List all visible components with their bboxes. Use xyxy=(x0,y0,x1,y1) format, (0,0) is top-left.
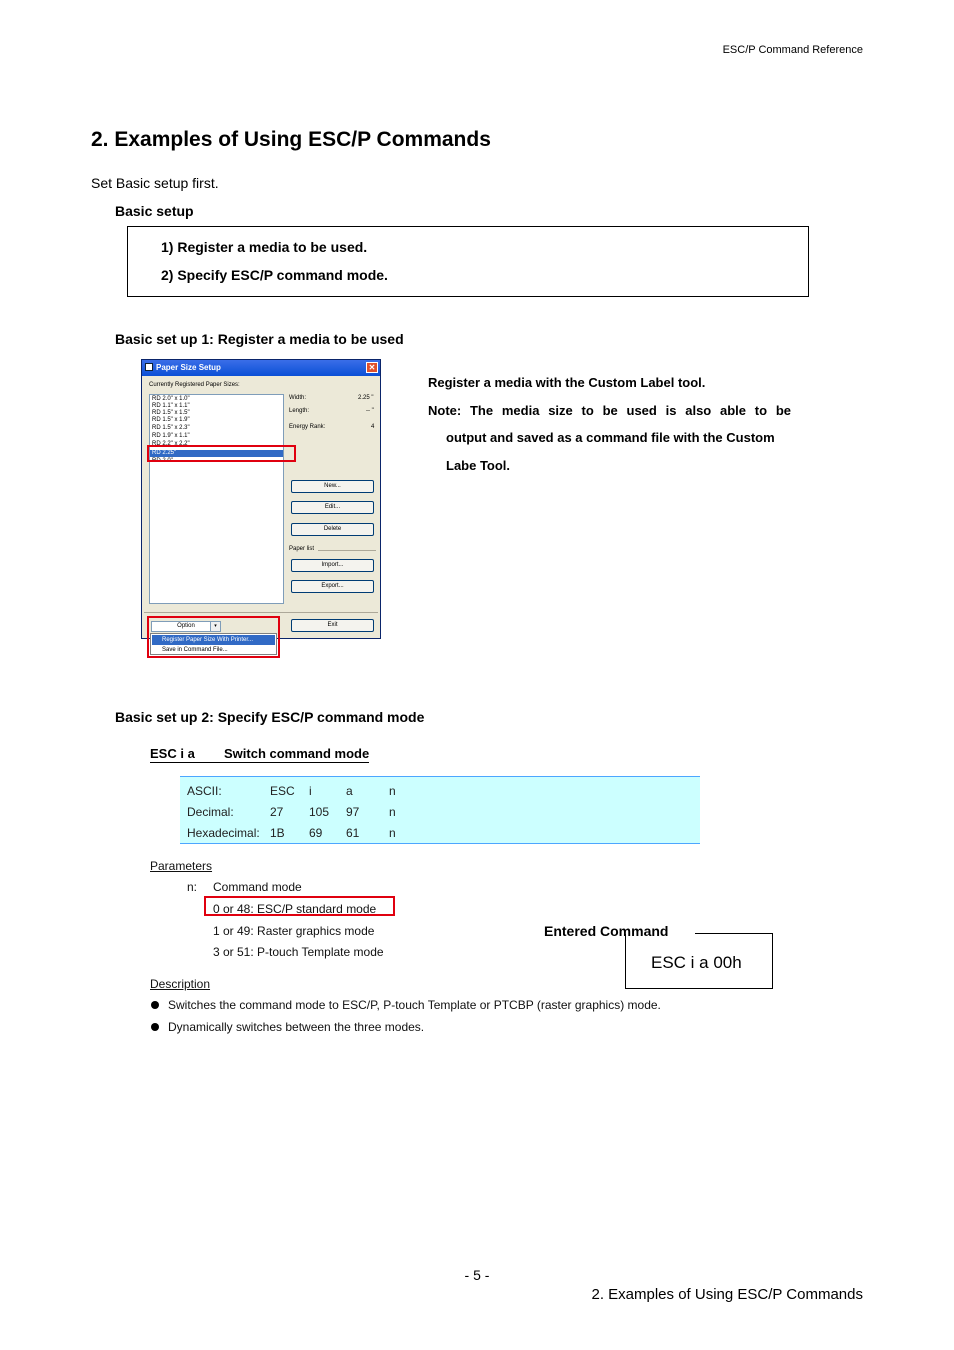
table-cell: 61 xyxy=(346,826,360,840)
page-number: - 5 - xyxy=(464,1267,490,1283)
dialog-title: Paper Size Setup xyxy=(156,363,221,372)
ascii-label: ASCII: xyxy=(187,784,222,798)
length-label: Length: xyxy=(289,408,310,414)
description-text: Switches the command mode to ESC/P, P-touch Template or PTCBP (raster graphics) mode. xyxy=(168,998,661,1012)
dialog-titlebar xyxy=(142,360,380,376)
step2-heading: Basic set up 2: Specify ESC/P command mode xyxy=(115,709,425,725)
delete-button[interactable]: Delete xyxy=(291,523,374,536)
header-reference: ESC/P Command Reference xyxy=(722,44,863,56)
list-item[interactable]: RD 1.5" x 1.5" xyxy=(152,410,190,416)
parameters-label: Parameters xyxy=(150,859,213,873)
entered-command-box xyxy=(625,934,773,989)
bullet-icon xyxy=(151,1001,159,1009)
description-text: Dynamically switches between the three modes. xyxy=(168,1020,425,1034)
setup-step-2: 2) Specify ESC/P command mode. xyxy=(161,267,388,283)
dialog-separator xyxy=(144,612,378,613)
highlight-escp-mode xyxy=(204,896,395,916)
close-icon[interactable]: ✕ xyxy=(366,362,378,373)
param-value-raster: 1 or 49: Raster graphics mode xyxy=(213,924,375,938)
list-item[interactable]: RD 2.0" xyxy=(152,458,173,464)
table-cell: a xyxy=(346,784,353,798)
table-cell: ESC xyxy=(270,784,295,798)
option-dropdown-label: Option xyxy=(177,623,195,629)
param-value-escp: 0 or 48: ESC/P standard mode xyxy=(213,902,377,916)
menu-item-save-command-file[interactable]: Save in Command File... xyxy=(162,647,228,653)
table-cell: 97 xyxy=(346,805,360,819)
paper-size-setup-dialog xyxy=(141,359,381,639)
setup-step-1: 1) Register a media to be used. xyxy=(161,239,368,255)
exit-button[interactable]: Exit xyxy=(291,619,374,632)
list-item[interactable]: RD 2.0" x 1.0" xyxy=(152,396,190,402)
step1-note-4: Labe Tool. xyxy=(446,458,511,473)
hexadecimal-label: Hexadecimal: xyxy=(187,826,260,840)
width-label: Width: xyxy=(289,395,307,401)
list-item[interactable]: RD 1.1" x 1.1" xyxy=(152,403,190,409)
param-n-description: Command mode xyxy=(213,880,302,894)
param-value-template: 3 or 51: P-touch Template mode xyxy=(213,945,384,959)
step1-note-3: output and saved as a command file with the Custom xyxy=(446,430,775,445)
app-icon xyxy=(145,363,153,371)
highlight-selected-size xyxy=(147,445,296,462)
step1-note-2: Note: The media size to be used is also able to be xyxy=(428,403,791,418)
list-item[interactable]: RD 2.2" x 2.2" xyxy=(152,441,190,447)
intro-text: Set Basic setup first. xyxy=(91,175,219,191)
highlight-option-menu xyxy=(147,616,280,658)
width-value: 2.25 " xyxy=(358,395,374,401)
table-cell: i xyxy=(309,784,312,798)
table-cell: n xyxy=(389,805,396,819)
table-cell: n xyxy=(389,826,396,840)
description-item xyxy=(151,998,661,1012)
table-cell: 1B xyxy=(270,826,285,840)
entered-command-label: Entered Command xyxy=(544,923,669,939)
length-value: -- " xyxy=(366,408,374,414)
basic-setup-box xyxy=(127,226,809,297)
edit-button[interactable]: Edit... xyxy=(291,501,374,514)
paper-size-list[interactable] xyxy=(149,394,284,604)
new-button[interactable]: New... xyxy=(291,480,374,493)
table-cell: 27 xyxy=(270,805,284,819)
command-description: Switch command mode xyxy=(224,746,370,761)
decimal-label: Decimal: xyxy=(187,805,234,819)
description-label: Description xyxy=(150,977,211,991)
command-heading xyxy=(150,746,369,763)
list-item[interactable]: RD 1.5" x 2.3" xyxy=(152,425,190,431)
list-item[interactable]: RD 1.5" x 1.9" xyxy=(152,417,190,423)
table-cell: 105 xyxy=(309,805,330,819)
step1-heading: Basic set up 1: Register a media to be used xyxy=(115,331,404,347)
list-item-selected[interactable]: RD 2.25" xyxy=(150,450,283,457)
paper-list-label: Paper list xyxy=(289,546,315,552)
paper-list-divider xyxy=(318,550,376,551)
bullet-icon xyxy=(151,1023,159,1031)
registered-sizes-label: Currently Registered Paper Sizes: xyxy=(149,382,240,388)
import-button[interactable]: Import... xyxy=(291,559,374,572)
command-code-table xyxy=(180,776,700,844)
entered-command-value: ESC i a 00h xyxy=(651,953,742,972)
table-cell: 69 xyxy=(309,826,323,840)
param-n: n: xyxy=(187,880,198,894)
menu-item-register-paper-size[interactable]: Register Paper Size With Printer... xyxy=(152,635,275,645)
export-button[interactable]: Export... xyxy=(291,580,374,593)
command-name: ESC i a xyxy=(150,746,195,761)
description-item xyxy=(151,1020,424,1034)
table-cell: n xyxy=(389,784,396,798)
footer-section-title: 2. Examples of Using ESC/P Commands xyxy=(591,1286,863,1303)
chevron-down-icon[interactable]: ▾ xyxy=(210,622,220,631)
list-item[interactable]: RD 1.9" x 1.1" xyxy=(152,433,190,439)
basic-setup-heading: Basic setup xyxy=(115,203,194,219)
energy-rank-label: Energy Rank: xyxy=(289,424,326,430)
page-title: 2. Examples of Using ESC/P Commands xyxy=(91,128,491,151)
energy-rank-value: 4 xyxy=(371,424,375,430)
step1-note-1: Register a media with the Custom Label tool. xyxy=(428,375,706,390)
